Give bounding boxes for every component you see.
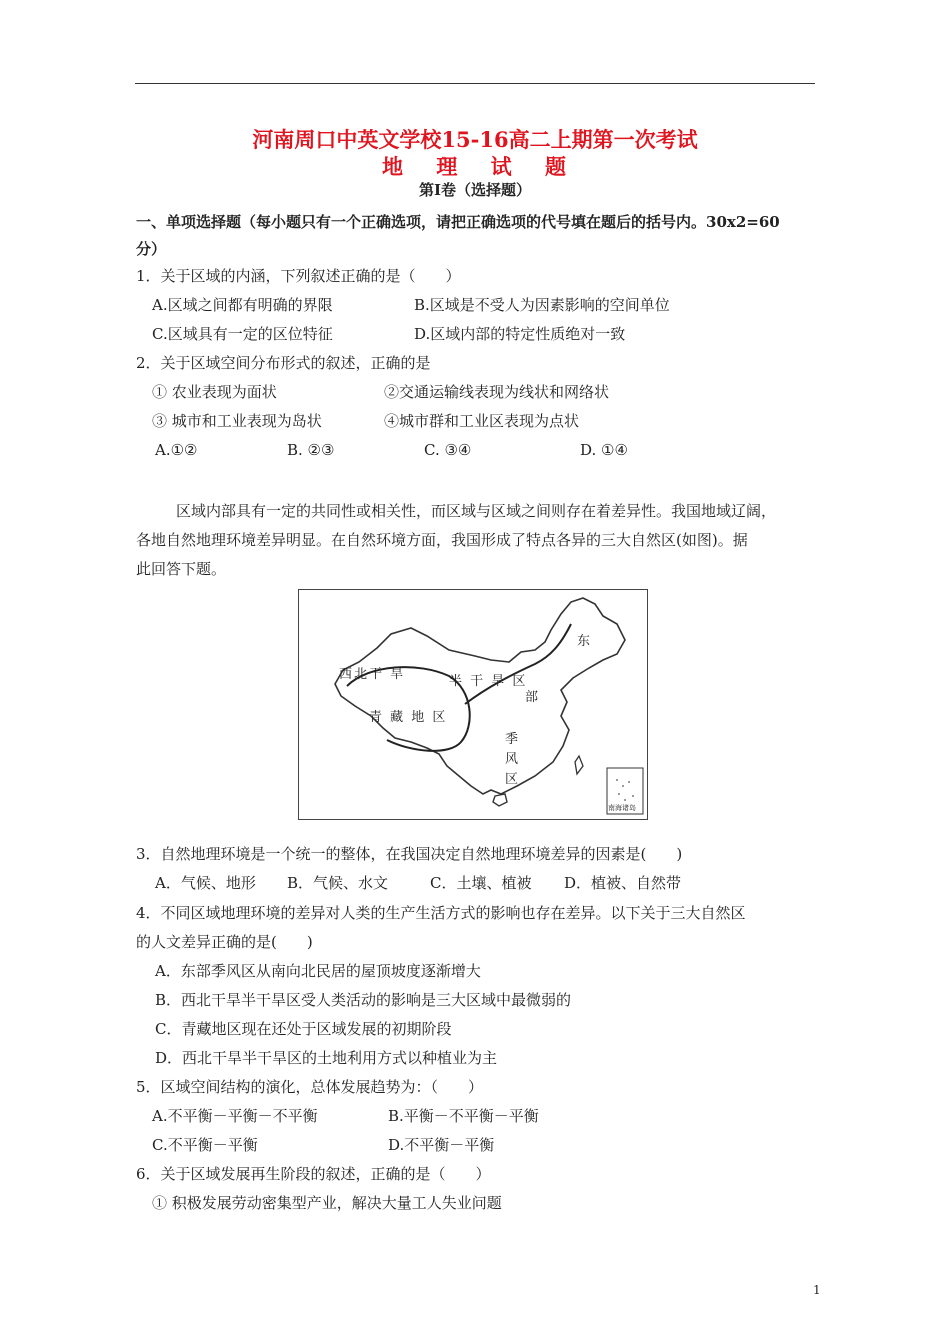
label-qu: 区 xyxy=(505,772,519,787)
label-ji: 季 xyxy=(505,732,519,747)
q3-option-c: C．土壤、植被 xyxy=(430,874,532,892)
hainan-island xyxy=(493,794,507,806)
q1-option-d: D.区域内部的特定性质绝对一致 xyxy=(414,325,626,343)
q6-stem: 6．关于区域发展再生阶段的叙述，正确的是（ ） xyxy=(136,1165,491,1183)
q2-option-b: B. ②③ xyxy=(287,441,335,459)
label-east: 东 xyxy=(577,634,591,649)
q2-stem: 2．关于区域空间分布形式的叙述，正确的是 xyxy=(136,354,431,372)
q4-option-c: C．青藏地区现在还处于区域发展的初期阶段 xyxy=(155,1020,452,1038)
q2-statement-2: ②交通运输线表现为线状和网络状 xyxy=(384,383,610,401)
q5-option-c: C.不平衡－平衡 xyxy=(152,1136,258,1154)
q5-option-b: B.平衡－不平衡－平衡 xyxy=(388,1107,539,1125)
exam-subject: 地 理 试 题 xyxy=(382,154,568,179)
q3-option-a: A．气候、地形 xyxy=(155,874,256,892)
q4-option-d: D．西北干旱半干旱区的土地利用方式以种植业为主 xyxy=(155,1049,498,1067)
label-bu: 部 xyxy=(525,690,539,705)
q1-option-c: C.区域具有一定的区位特征 xyxy=(152,325,333,343)
label-northwest-arid: 西北干 旱 xyxy=(339,667,406,682)
q5-stem: 5．区域空间结构的演化，总体发展趋势为：（ ） xyxy=(136,1078,484,1096)
instructions-line-1: 一、单项选择题（每小题只有一个正确选项，请把正确选项的代号填在题后的括号内。30x2=60 xyxy=(136,213,780,231)
q3-option-b: B．气候、水文 xyxy=(287,874,389,892)
label-semi-arid: 半 干 旱 区 xyxy=(449,674,528,689)
page-number: 1 xyxy=(813,1283,821,1297)
map-drawing xyxy=(299,590,646,818)
q6-statement-1: ① 积极发展劳动密集型产业，解决大量工人失业问题 xyxy=(152,1194,502,1212)
china-natural-regions-map xyxy=(298,589,648,820)
china-outline xyxy=(335,598,625,794)
label-feng: 风 xyxy=(505,752,519,767)
header-rule xyxy=(135,83,815,84)
taiwan-island xyxy=(575,756,583,774)
q2-option-d: D. ①④ xyxy=(580,441,628,459)
section-title: 第Ⅰ卷（选择题） xyxy=(418,181,532,199)
q2-option-c: C. ③④ xyxy=(424,441,472,459)
q1-stem: 1．关于区域的内涵，下列叙述正确的是（ ） xyxy=(136,267,461,285)
passage-line-2: 各地自然地理环境差异明显。在自然环境方面，我国形成了特点各异的三大自然区(如图)。据 xyxy=(136,531,748,549)
q2-statement-4: ④城市群和工业区表现为点状 xyxy=(384,412,580,430)
q4-stem-line-1: 4．不同区域地理环境的差异对人类的生产生活方式的影响也存在差异。以下关于三大自然区 xyxy=(136,904,746,922)
label-qinghai-tibet: 青 藏 地 区 xyxy=(369,710,448,725)
east-monsoon-boundary xyxy=(465,624,571,704)
q1-option-b: B.区域是不受人为因素影响的空间单位 xyxy=(414,296,670,314)
passage-line-3: 此回答下题。 xyxy=(136,560,227,578)
q3-option-d: D．植被、自然带 xyxy=(564,874,682,892)
q3-stem: 3．自然地理环境是一个统一的整体，在我国决定自然地理环境差异的因素是( ) xyxy=(136,845,683,863)
q5-option-a: A.不平衡－平衡－不平衡 xyxy=(152,1107,318,1125)
label-inset: 南海诸岛 xyxy=(608,804,636,812)
q1-option-a: A.区域之间都有明确的界限 xyxy=(152,296,333,314)
q2-option-a: A.①② xyxy=(155,441,198,459)
q4-stem-line-2: 的人文差异正确的是( ) xyxy=(136,933,313,951)
q4-option-a: A．东部季风区从南向北民居的屋顶坡度逐渐增大 xyxy=(155,962,481,980)
instructions-line-2: 分） xyxy=(136,240,167,258)
q5-option-d: D.不平衡－平衡 xyxy=(388,1136,495,1154)
q2-statement-1: ① 农业表现为面状 xyxy=(152,383,277,401)
q4-option-b: B．西北干旱半干旱区受人类活动的影响是三大区域中最微弱的 xyxy=(155,991,572,1009)
exam-title: 河南周口中英文学校15-16高二上期第一次考试 xyxy=(252,127,698,152)
passage-line-1: 区域内部具有一定的共同性或相关性，而区域与区域之间则存在着差异性。我国地域辽阔， xyxy=(176,502,777,520)
q2-statement-3: ③ 城市和工业表现为岛状 xyxy=(152,412,322,430)
